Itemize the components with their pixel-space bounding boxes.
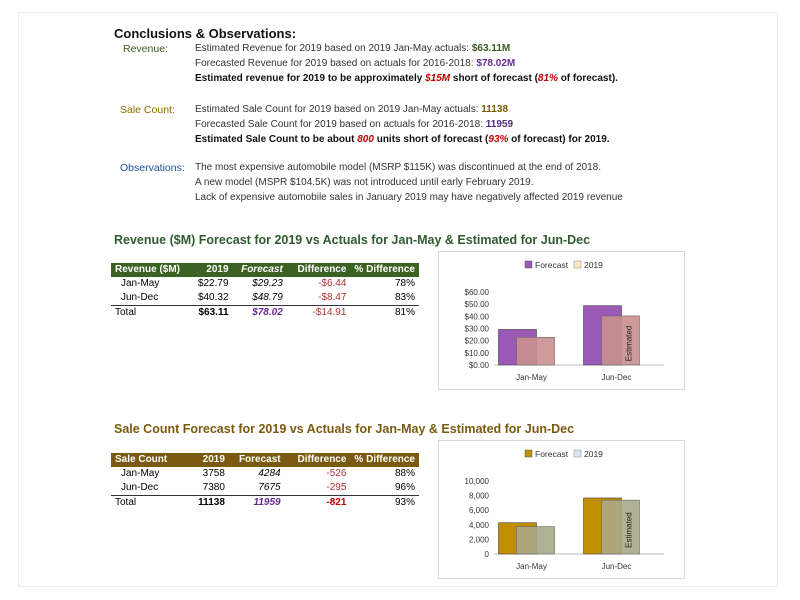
legend-swatch-2019 [574, 261, 581, 268]
y-tick-label: 2,000 [468, 535, 489, 545]
estimated-annotation: Estimated [624, 512, 634, 548]
revenue-table-wrap [111, 263, 419, 320]
revenue-table [111, 263, 419, 320]
revenue-section-title: Revenue ($M) Forecast for 2019 vs Actuals for Jan-May & Estimated for Jun-Dec [114, 233, 591, 247]
revenue-table-header [111, 263, 419, 277]
revenue-chart [439, 252, 684, 389]
cell-difference: -526 [326, 468, 347, 479]
x-tick-label: Jan-May [516, 373, 547, 382]
cell-forecast: $78.02 [233, 306, 287, 321]
row-label: Total [111, 496, 186, 511]
cell-difference: -295 [326, 482, 347, 493]
x-tick-label: Jun-Dec [601, 373, 632, 382]
legend-label-2019: 2019 [584, 449, 603, 459]
y-tick-label: 10,000 [464, 477, 489, 486]
cell-forecast: $29.23 [252, 278, 283, 289]
bar-2019 [517, 337, 555, 365]
y-tick-label: 0 [484, 550, 489, 559]
observation-line-2: A new model (MSPR $104.5K) was not introduced until early February 2019. [195, 177, 534, 188]
table-row [111, 467, 419, 481]
header-cell: % Difference [354, 454, 415, 465]
y-tick-label: 8,000 [468, 491, 489, 501]
cell-2019: 3758 [202, 468, 225, 479]
header-cell: Forecast [241, 264, 283, 275]
sale-count-label: Sale Count: [120, 104, 175, 116]
sale-count-line-3: Estimated Sale Count to be about 800 units short of forecast (93% of forecast) for 2019. [195, 134, 610, 145]
estimated-annotation: Estimated [624, 325, 634, 362]
legend-label-2019: 2019 [584, 260, 603, 270]
revenue-line-1: Estimated Revenue for 2019 based on 2019 Jan-May actuals: $63.11M [195, 43, 511, 54]
legend-swatch-forecast [525, 450, 532, 457]
header-cell: Revenue ($M) [115, 264, 181, 275]
y-tick-label: $50.00 [464, 300, 489, 310]
legend-label-forecast: Forecast [535, 449, 569, 459]
cell-forecast: 11959 [229, 496, 285, 511]
bar-2019 [602, 316, 640, 365]
cell-difference: -$6.44 [318, 278, 347, 289]
header-cell: 2019 [202, 454, 225, 465]
row-label: Jun-Dec [121, 292, 159, 303]
y-tick-label: $0.00 [468, 361, 489, 370]
x-tick-label: Jan-May [516, 562, 547, 571]
row-label: Jan-May [121, 468, 160, 479]
y-tick-label: $10.00 [464, 348, 489, 358]
legend-swatch-2019 [574, 450, 581, 457]
header-cell: Sale Count [115, 454, 168, 465]
sale-count-section-title: Sale Count Forecast for 2019 vs Actuals for Jan-May & Estimated for Jun-Dec [114, 422, 575, 436]
revenue-chart-box [438, 251, 685, 390]
revenue-line-3: Estimated revenue for 2019 to be approximately $15M short of forecast (81% of forecast). [195, 73, 618, 84]
table-total-row [111, 496, 419, 511]
header-cell: % Difference [354, 264, 415, 275]
x-tick-label: Jun-Dec [601, 562, 632, 571]
header-cell: Forecast [238, 454, 281, 465]
table-row [111, 481, 419, 496]
row-label: Jun-Dec [121, 482, 159, 493]
sale-count-table-wrap [111, 453, 419, 510]
cell-2019: 11138 [186, 496, 229, 511]
legend-label-forecast: Forecast [535, 260, 569, 270]
y-tick-label: $40.00 [464, 312, 489, 322]
cell-2019: 7380 [202, 482, 225, 493]
y-tick-label: $60.00 [464, 288, 489, 297]
conclusions-heading: Conclusions & Observations: [114, 26, 297, 41]
report-page [18, 12, 778, 587]
observations-label: Observations: [120, 162, 185, 174]
header-cell: 2019 [206, 264, 229, 275]
header-cell: Difference [297, 264, 347, 275]
legend-swatch-forecast [525, 261, 532, 268]
sale-count-chart-box [438, 440, 685, 579]
row-label: Jan-May [121, 278, 160, 289]
sale-count-line-2: Forecasted Sale Count for 2019 based on actuals for 2016-2018: 11959 [195, 119, 514, 130]
y-tick-label: 6,000 [468, 506, 489, 516]
cell-forecast: 4284 [258, 468, 281, 479]
cell-pct-difference: 81% [350, 306, 419, 321]
cell-difference: -$14.91 [287, 306, 351, 321]
sale-count-chart [439, 441, 684, 578]
y-tick-label: 4,000 [468, 520, 489, 530]
bar-2019 [602, 500, 640, 554]
observation-line-1: The most expensive automobile model (MSRP $115K) was discontinued at the end of 2018. [195, 162, 601, 173]
table-row [111, 277, 419, 291]
observation-line-3: Lack of expensive automobile sales in January 2019 may have negatively affected 2019 revenue [195, 192, 623, 203]
y-tick-label: $20.00 [464, 336, 489, 346]
cell-forecast: 7675 [258, 482, 281, 493]
bar-2019 [517, 527, 555, 554]
table-total-row [111, 306, 419, 321]
cell-pct-difference: 83% [394, 292, 415, 303]
y-tick-label: $30.00 [464, 324, 489, 334]
revenue-line-2: Forecasted Revenue for 2019 based on actuals for 2016-2018: $78.02M [195, 58, 516, 69]
revenue-label: Revenue: [123, 43, 168, 55]
cell-2019: $22.79 [197, 278, 229, 289]
sale-count-line-1: Estimated Sale Count for 2019 based on 2019 Jan-May actuals: 11138 [195, 104, 509, 115]
header-cell: Difference [297, 454, 347, 465]
cell-2019: $63.11 [190, 306, 233, 321]
cell-pct-difference: 78% [394, 278, 415, 289]
sale-count-table-header [111, 453, 419, 467]
cell-difference: -$8.47 [318, 292, 347, 303]
cell-pct-difference: 88% [394, 468, 415, 479]
cell-2019: $40.32 [197, 292, 229, 303]
table-row [111, 291, 419, 306]
cell-difference: -821 [285, 496, 351, 511]
row-label: Total [111, 306, 190, 321]
cell-pct-difference: 96% [394, 482, 415, 493]
cell-forecast: $48.79 [252, 292, 283, 303]
sale-count-table [111, 453, 419, 510]
cell-pct-difference: 93% [350, 496, 419, 511]
